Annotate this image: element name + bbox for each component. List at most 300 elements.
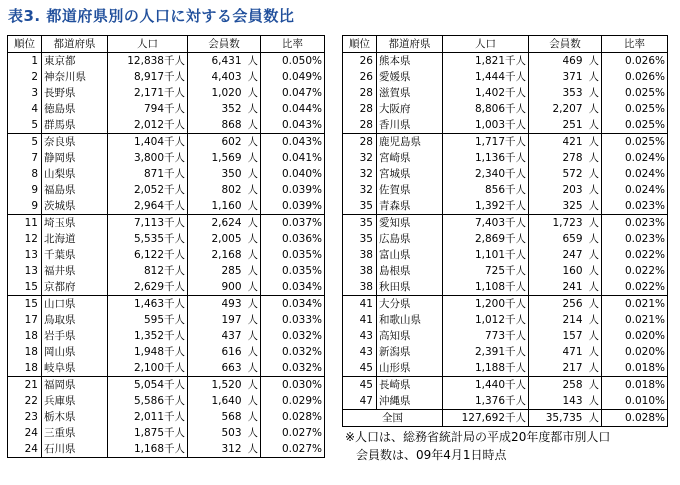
prefecture-cell: 滋賀県	[377, 85, 443, 101]
members-cell: 868 人	[188, 117, 261, 134]
rank-cell: 5	[8, 134, 42, 151]
rank-cell: 38	[343, 247, 377, 263]
header-row	[8, 36, 325, 53]
rank-cell: 24	[8, 441, 42, 458]
members-cell: 2,005 人	[188, 231, 261, 247]
table-row	[8, 425, 325, 441]
ratio-cell: 0.026%	[602, 69, 668, 85]
prefecture-cell: 長崎県	[377, 377, 443, 394]
rank-cell: 13	[8, 263, 42, 279]
rank-cell: 28	[343, 85, 377, 101]
table-row	[8, 85, 325, 101]
ratio-cell: 0.018%	[602, 360, 668, 377]
population-cell: 1,108千人	[443, 279, 529, 296]
members-cell: 437 人	[188, 328, 261, 344]
rank-cell: 32	[343, 150, 377, 166]
prefecture-cell: 青森県	[377, 198, 443, 215]
ratio-cell: 0.027%	[261, 425, 325, 441]
population-cell: 773千人	[443, 328, 529, 344]
table-row	[8, 134, 325, 151]
population-cell: 2,340千人	[443, 166, 529, 182]
prefecture-cell: 秋田県	[377, 279, 443, 296]
population-cell: 595千人	[108, 312, 188, 328]
members-cell: 353 人	[529, 85, 602, 101]
members-cell: 197 人	[188, 312, 261, 328]
rank-cell: 35	[343, 231, 377, 247]
rank-cell: 24	[8, 425, 42, 441]
prefecture-cell: 宮城県	[377, 166, 443, 182]
members-cell: 325 人	[529, 198, 602, 215]
prefecture-cell: 福島県	[42, 182, 108, 198]
rank-cell: 8	[8, 166, 42, 182]
header-ratio: 比率	[602, 36, 668, 53]
members-cell: 1,160 人	[188, 198, 261, 215]
members-cell: 1,520 人	[188, 377, 261, 394]
prefecture-cell: 岩手県	[42, 328, 108, 344]
ratio-cell: 0.021%	[602, 296, 668, 313]
table-row	[8, 101, 325, 117]
population-cell: 1,463千人	[108, 296, 188, 313]
prefecture-cell: 宮崎県	[377, 150, 443, 166]
prefecture-cell: 新潟県	[377, 344, 443, 360]
ratio-cell: 0.018%	[602, 377, 668, 394]
members-cell: 241 人	[529, 279, 602, 296]
rank-cell: 26	[343, 53, 377, 70]
population-cell: 7,403千人	[443, 215, 529, 232]
members-cell: 1,569 人	[188, 150, 261, 166]
ratio-cell: 0.039%	[261, 182, 325, 198]
table-row	[8, 166, 325, 182]
table-body-left	[8, 53, 325, 458]
prefecture-cell: 静岡県	[42, 150, 108, 166]
prefecture-cell: 埼玉県	[42, 215, 108, 232]
table-row	[343, 263, 668, 279]
population-cell: 5,586千人	[108, 393, 188, 409]
table-row	[8, 377, 325, 394]
footnote-member-date: 会員数は、09年4月1日時点	[356, 448, 507, 462]
population-cell: 2,964千人	[108, 198, 188, 215]
members-cell: 312 人	[188, 441, 261, 458]
members-cell: 203 人	[529, 182, 602, 198]
table-body-right	[343, 53, 668, 410]
table-row	[8, 312, 325, 328]
population-cell: 725千人	[443, 263, 529, 279]
ratio-cell: 0.029%	[261, 393, 325, 409]
population-cell: 794千人	[108, 101, 188, 117]
ratio-cell: 0.024%	[602, 166, 668, 182]
prefecture-cell: 和歌山県	[377, 312, 443, 328]
population-cell: 1,012千人	[443, 312, 529, 328]
prefecture-cell: 東京都	[42, 53, 108, 70]
population-cell: 2,012千人	[108, 117, 188, 134]
rank-cell: 35	[343, 198, 377, 215]
rank-cell: 47	[343, 393, 377, 410]
members-cell: 802 人	[188, 182, 261, 198]
population-cell: 5,535千人	[108, 231, 188, 247]
ratio-cell: 0.023%	[602, 215, 668, 232]
ratio-cell: 0.025%	[602, 117, 668, 134]
header-row	[343, 36, 668, 53]
table-row	[8, 296, 325, 313]
rank-cell: 22	[8, 393, 42, 409]
population-cell: 2,052千人	[108, 182, 188, 198]
ratio-cell: 0.037%	[261, 215, 325, 232]
ratio-cell: 0.035%	[261, 247, 325, 263]
ratio-cell: 0.028%	[261, 409, 325, 425]
ranking-table-left	[7, 35, 325, 458]
rank-cell: 45	[343, 360, 377, 377]
population-cell: 812千人	[108, 263, 188, 279]
prefecture-cell: 福井県	[42, 263, 108, 279]
table-row	[343, 247, 668, 263]
ratio-cell: 0.035%	[261, 263, 325, 279]
table-row	[8, 150, 325, 166]
table-row	[8, 328, 325, 344]
ratio-cell: 0.025%	[602, 85, 668, 101]
population-cell: 1,101千人	[443, 247, 529, 263]
ratio-cell: 0.049%	[261, 69, 325, 85]
members-cell: 143 人	[529, 393, 602, 410]
prefecture-cell: 広島県	[377, 231, 443, 247]
table-row	[343, 166, 668, 182]
rank-cell: 23	[8, 409, 42, 425]
table-title: 表3. 都道府県別の人口に対する会員数比	[8, 7, 295, 25]
ratio-cell: 0.024%	[602, 182, 668, 198]
members-cell: 1,640 人	[188, 393, 261, 409]
prefecture-cell: 香川県	[377, 117, 443, 134]
table-row	[8, 182, 325, 198]
ratio-cell: 0.047%	[261, 85, 325, 101]
members-cell: 2,168 人	[188, 247, 261, 263]
table-row	[8, 231, 325, 247]
ratio-cell: 0.032%	[261, 360, 325, 377]
prefecture-cell: 大分県	[377, 296, 443, 313]
rank-cell: 28	[343, 134, 377, 151]
rank-cell: 18	[8, 328, 42, 344]
prefecture-cell: 富山県	[377, 247, 443, 263]
population-cell: 1,168千人	[108, 441, 188, 458]
members-cell: 2,207 人	[529, 101, 602, 117]
members-cell: 471 人	[529, 344, 602, 360]
rank-cell: 9	[8, 182, 42, 198]
rank-cell: 18	[8, 344, 42, 360]
members-cell: 2,624 人	[188, 215, 261, 232]
population-cell: 1,003千人	[443, 117, 529, 134]
table-row	[343, 101, 668, 117]
rank-cell: 11	[8, 215, 42, 232]
ratio-cell: 0.050%	[261, 53, 325, 70]
ratio-cell: 0.020%	[602, 328, 668, 344]
table-row	[8, 441, 325, 458]
population-cell: 2,629千人	[108, 279, 188, 296]
prefecture-cell: 神奈川県	[42, 69, 108, 85]
table-row	[8, 393, 325, 409]
total-label: 全国	[343, 410, 443, 427]
population-cell: 7,113千人	[108, 215, 188, 232]
members-cell: 350 人	[188, 166, 261, 182]
population-cell: 1,444千人	[443, 69, 529, 85]
table-row	[8, 53, 325, 70]
table-row	[343, 328, 668, 344]
prefecture-cell: 京都府	[42, 279, 108, 296]
prefecture-cell: 沖縄県	[377, 393, 443, 410]
rank-cell: 38	[343, 263, 377, 279]
rank-cell: 38	[343, 279, 377, 296]
table-row	[343, 231, 668, 247]
population-cell: 1,376千人	[443, 393, 529, 410]
ratio-cell: 0.043%	[261, 134, 325, 151]
population-cell: 1,717千人	[443, 134, 529, 151]
table-row	[8, 69, 325, 85]
ratio-cell: 0.032%	[261, 328, 325, 344]
population-cell: 2,171千人	[108, 85, 188, 101]
prefecture-cell: 島根県	[377, 263, 443, 279]
rank-cell: 43	[343, 344, 377, 360]
ratio-cell: 0.025%	[602, 134, 668, 151]
ratio-cell: 0.036%	[261, 231, 325, 247]
population-cell: 3,800千人	[108, 150, 188, 166]
prefecture-cell: 北海道	[42, 231, 108, 247]
table-row	[343, 377, 668, 394]
members-cell: 278 人	[529, 150, 602, 166]
rank-cell: 13	[8, 247, 42, 263]
header-prefecture: 都道府県	[377, 36, 443, 53]
prefecture-cell: 愛媛県	[377, 69, 443, 85]
prefecture-cell: 長野県	[42, 85, 108, 101]
ratio-cell: 0.043%	[261, 117, 325, 134]
header-prefecture: 都道府県	[42, 36, 108, 53]
table-row	[343, 53, 668, 70]
members-cell: 568 人	[188, 409, 261, 425]
ratio-cell: 0.024%	[602, 150, 668, 166]
ratio-cell: 0.010%	[602, 393, 668, 410]
population-cell: 1,404千人	[108, 134, 188, 151]
prefecture-cell: 石川県	[42, 441, 108, 458]
table-row	[343, 344, 668, 360]
table-row	[8, 263, 325, 279]
population-cell: 5,054千人	[108, 377, 188, 394]
prefecture-cell: 山形県	[377, 360, 443, 377]
ratio-cell: 0.033%	[261, 312, 325, 328]
ranking-table-right	[342, 35, 668, 427]
rank-cell: 18	[8, 360, 42, 377]
members-cell: 663 人	[188, 360, 261, 377]
prefecture-cell: 千葉県	[42, 247, 108, 263]
ratio-cell: 0.023%	[602, 231, 668, 247]
header-population: 人口	[108, 36, 188, 53]
table-row	[343, 117, 668, 134]
total-row	[343, 410, 668, 427]
table-row	[343, 296, 668, 313]
population-cell: 2,011千人	[108, 409, 188, 425]
prefecture-cell: 兵庫県	[42, 393, 108, 409]
members-cell: 352 人	[188, 101, 261, 117]
prefecture-cell: 三重県	[42, 425, 108, 441]
members-cell: 6,431 人	[188, 53, 261, 70]
members-cell: 900 人	[188, 279, 261, 296]
header-members: 会員数	[529, 36, 602, 53]
members-cell: 251 人	[529, 117, 602, 134]
table-row	[8, 198, 325, 215]
prefecture-cell: 熊本県	[377, 53, 443, 70]
prefecture-cell: 岡山県	[42, 344, 108, 360]
population-cell: 1,392千人	[443, 198, 529, 215]
population-cell: 1,188千人	[443, 360, 529, 377]
prefecture-cell: 福岡県	[42, 377, 108, 394]
total-population: 127,692千人	[443, 410, 529, 427]
ratio-cell: 0.027%	[261, 441, 325, 458]
members-cell: 602 人	[188, 134, 261, 151]
table-row	[8, 409, 325, 425]
members-cell: 503 人	[188, 425, 261, 441]
header-rank: 順位	[8, 36, 42, 53]
members-cell: 1,020 人	[188, 85, 261, 101]
ratio-cell: 0.023%	[602, 198, 668, 215]
prefecture-cell: 茨城県	[42, 198, 108, 215]
rank-cell: 2	[8, 69, 42, 85]
total-ratio: 0.028%	[602, 410, 668, 427]
population-cell: 1,948千人	[108, 344, 188, 360]
rank-cell: 1	[8, 53, 42, 70]
header-members: 会員数	[188, 36, 261, 53]
table-row	[343, 393, 668, 410]
population-cell: 8,917千人	[108, 69, 188, 85]
ratio-cell: 0.022%	[602, 263, 668, 279]
members-cell: 217 人	[529, 360, 602, 377]
ratio-cell: 0.022%	[602, 279, 668, 296]
members-cell: 493 人	[188, 296, 261, 313]
members-cell: 1,723 人	[529, 215, 602, 232]
ratio-cell: 0.030%	[261, 377, 325, 394]
rank-cell: 7	[8, 150, 42, 166]
members-cell: 258 人	[529, 377, 602, 394]
prefecture-cell: 山口県	[42, 296, 108, 313]
rank-cell: 17	[8, 312, 42, 328]
ratio-cell: 0.034%	[261, 296, 325, 313]
population-cell: 2,391千人	[443, 344, 529, 360]
population-cell: 1,352千人	[108, 328, 188, 344]
population-cell: 6,122千人	[108, 247, 188, 263]
rank-cell: 32	[343, 182, 377, 198]
population-cell: 1,200千人	[443, 296, 529, 313]
rank-cell: 9	[8, 198, 42, 215]
ratio-cell: 0.044%	[261, 101, 325, 117]
prefecture-cell: 鹿児島県	[377, 134, 443, 151]
population-cell: 1,875千人	[108, 425, 188, 441]
rank-cell: 5	[8, 117, 42, 134]
prefecture-cell: 愛知県	[377, 215, 443, 232]
table-row	[343, 134, 668, 151]
ratio-cell: 0.022%	[602, 247, 668, 263]
table-row	[343, 150, 668, 166]
population-cell: 8,806千人	[443, 101, 529, 117]
rank-cell: 26	[343, 69, 377, 85]
prefecture-cell: 大阪府	[377, 101, 443, 117]
population-cell: 12,838千人	[108, 53, 188, 70]
table-row	[343, 279, 668, 296]
header-ratio: 比率	[261, 36, 325, 53]
population-cell: 871千人	[108, 166, 188, 182]
ratio-cell: 0.041%	[261, 150, 325, 166]
rank-cell: 45	[343, 377, 377, 394]
rank-cell: 12	[8, 231, 42, 247]
prefecture-cell: 高知県	[377, 328, 443, 344]
table-row	[8, 247, 325, 263]
rank-cell: 32	[343, 166, 377, 182]
table-row	[8, 344, 325, 360]
table-row	[343, 85, 668, 101]
rank-cell: 15	[8, 279, 42, 296]
table-row	[343, 215, 668, 232]
prefecture-cell: 佐賀県	[377, 182, 443, 198]
members-cell: 256 人	[529, 296, 602, 313]
members-cell: 572 人	[529, 166, 602, 182]
ratio-cell: 0.026%	[602, 53, 668, 70]
population-cell: 2,100千人	[108, 360, 188, 377]
table-row	[8, 279, 325, 296]
members-cell: 659 人	[529, 231, 602, 247]
ratio-cell: 0.039%	[261, 198, 325, 215]
members-cell: 469 人	[529, 53, 602, 70]
ratio-cell: 0.020%	[602, 344, 668, 360]
population-cell: 1,821千人	[443, 53, 529, 70]
table-row	[343, 198, 668, 215]
members-cell: 160 人	[529, 263, 602, 279]
ratio-cell: 0.034%	[261, 279, 325, 296]
prefecture-cell: 栃木県	[42, 409, 108, 425]
prefecture-cell: 岐阜県	[42, 360, 108, 377]
members-cell: 371 人	[529, 69, 602, 85]
members-cell: 4,403 人	[188, 69, 261, 85]
rank-cell: 43	[343, 328, 377, 344]
rank-cell: 21	[8, 377, 42, 394]
table-row	[343, 360, 668, 377]
ratio-cell: 0.032%	[261, 344, 325, 360]
header-rank: 順位	[343, 36, 377, 53]
footnote-population-source: ※人口は、総務省統計局の平成20年度都市別人口	[345, 430, 611, 444]
table-row	[343, 69, 668, 85]
members-cell: 285 人	[188, 263, 261, 279]
rank-cell: 41	[343, 312, 377, 328]
ratio-cell: 0.025%	[602, 101, 668, 117]
prefecture-cell: 山梨県	[42, 166, 108, 182]
table-row	[343, 182, 668, 198]
rank-cell: 41	[343, 296, 377, 313]
rank-cell: 28	[343, 101, 377, 117]
table-row	[8, 117, 325, 134]
rank-cell: 3	[8, 85, 42, 101]
population-cell: 2,869千人	[443, 231, 529, 247]
table-row	[8, 215, 325, 232]
prefecture-cell: 徳島県	[42, 101, 108, 117]
rank-cell: 15	[8, 296, 42, 313]
header-population: 人口	[443, 36, 529, 53]
population-cell: 1,402千人	[443, 85, 529, 101]
rank-cell: 35	[343, 215, 377, 232]
total-members: 35,735 人	[529, 410, 602, 427]
rank-cell: 4	[8, 101, 42, 117]
members-cell: 214 人	[529, 312, 602, 328]
rank-cell: 28	[343, 117, 377, 134]
prefecture-cell: 奈良県	[42, 134, 108, 151]
prefecture-cell: 鳥取県	[42, 312, 108, 328]
ratio-cell: 0.040%	[261, 166, 325, 182]
population-cell: 1,136千人	[443, 150, 529, 166]
members-cell: 157 人	[529, 328, 602, 344]
population-cell: 856千人	[443, 182, 529, 198]
table-row	[8, 360, 325, 377]
members-cell: 616 人	[188, 344, 261, 360]
